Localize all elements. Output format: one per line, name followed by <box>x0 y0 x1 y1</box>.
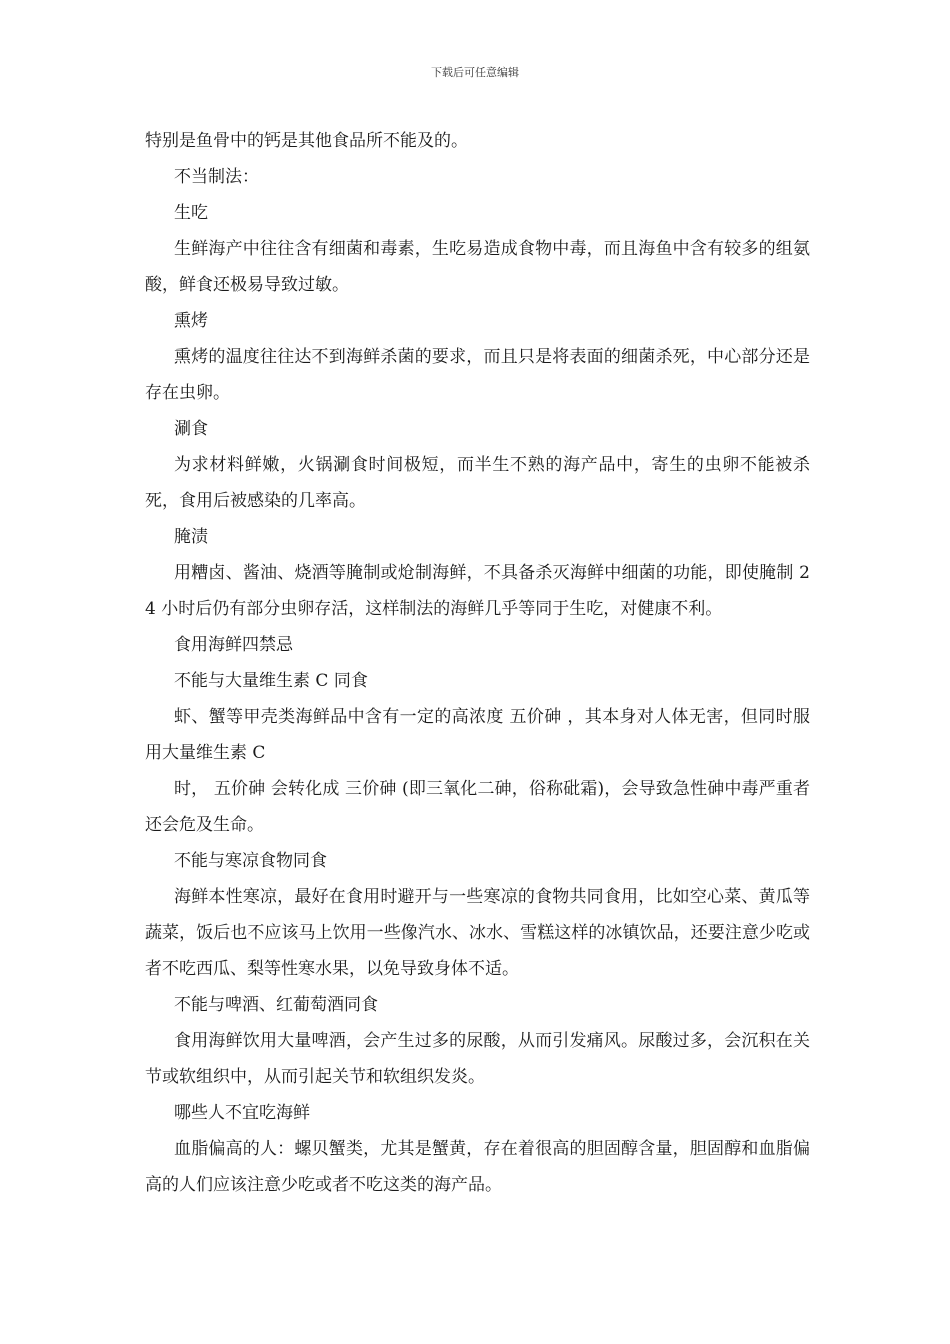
subheading: 不能与大量维生素 C 同食 <box>174 671 368 691</box>
subheading: 熏烤 <box>174 311 208 331</box>
paragraph: 时， 五价砷 会转化成 三价砷 (即三氧化二砷，俗称砒霜)，会导致急性砷中毒严重者还会危及生命。 <box>145 779 810 835</box>
subheading: 不能与啤酒、红葡萄酒同食 <box>174 995 378 1015</box>
paragraph: 虾、蟹等甲壳类海鲜品中含有一定的高浓度 五价砷 ，其本身对人体无害，但同时服用大量维生素 C <box>145 707 810 763</box>
paragraph: 食用海鲜饮用大量啤酒，会产生过多的尿酸，从而引发痛风。尿酸过多，会沉积在关节或软组织中，从而引起关节和软组织发炎。 <box>145 1031 810 1087</box>
subheading: 涮食 <box>174 419 208 439</box>
paragraph: 用糟卤、酱油、烧酒等腌制或炝制海鲜，不具备杀灭海鲜中细菌的功能，即使腌制 24 小时后仍有部分虫卵存活，这样制法的海鲜几乎等同于生吃，对健康不利。 <box>145 563 810 619</box>
paragraph: 生鲜海产中往往含有细菌和毒素，生吃易造成食物中毒，而且海鱼中含有较多的组氨酸，鲜食还极易导致过敏。 <box>145 239 810 295</box>
paragraph: 血脂偏高的人：螺贝蟹类，尤其是蟹黄，存在着很高的胆固醇含量，胆固醇和血脂偏高的人们应该注意少吃或者不吃这类的海产品。 <box>145 1139 810 1195</box>
paragraph: 为求材料鲜嫩，火锅涮食时间极短，而半生不熟的海产品中，寄生的虫卵不能被杀死，食用后被感染的几率高。 <box>145 455 810 511</box>
paragraph: 熏烤的温度往往达不到海鲜杀菌的要求，而且只是将表面的细菌杀死，中心部分还是存在虫卵。 <box>145 347 810 403</box>
subheading: 生吃 <box>174 203 208 223</box>
paragraph: 海鲜本性寒凉，最好在食用时避开与一些寒凉的食物共同食用，比如空心菜、黄瓜等蔬菜，饭后也不应该马上饮用一些像汽水、冰水、雪糕这样的冰镇饮品，还要注意少吃或者不吃西瓜、梨等性寒水果，以免导致身体不适。 <box>145 887 810 979</box>
subheading: 腌渍 <box>174 527 208 547</box>
page-header: 下载后可任意编辑 <box>431 66 519 79</box>
subheading: 不能与寒凉食物同食 <box>174 851 327 871</box>
section-heading: 不当制法： <box>174 167 259 187</box>
paragraph-continuation: 特别是鱼骨中的钙是其他食品所不能及的。 <box>145 131 468 151</box>
section-heading: 哪些人不宜吃海鲜 <box>174 1103 310 1123</box>
section-heading: 食用海鲜四禁忌 <box>174 635 293 655</box>
document-body <box>145 123 810 1203</box>
